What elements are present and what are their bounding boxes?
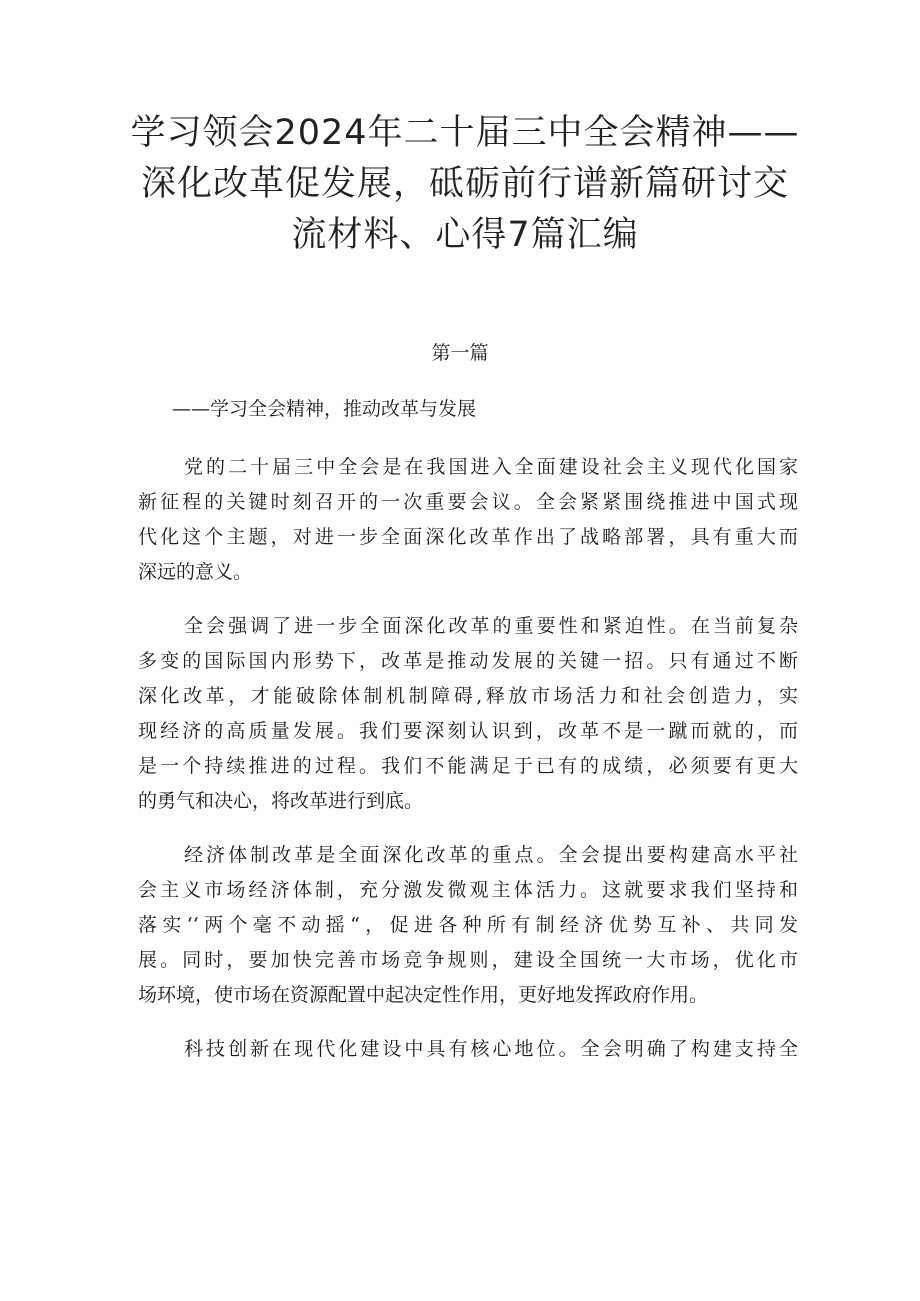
text-line: 深化改革，才能破除体制机制障碍,释放市场活力和社会创造力，实 [138, 685, 798, 707]
section-subtitle: ——学习全会精神，推动改革与发展 [172, 398, 477, 420]
text-line: 全会强调了进一步全面深化改革的重要性和紧迫性。在当前复杂 [184, 615, 798, 637]
document-title [120, 108, 810, 261]
text-line: 现经济的高质量发展。我们要深刻认识到，改革不是一蹴而就的，而 [138, 720, 798, 742]
text-line: 落实‘‘两个毫不动摇“，促进各种所有制经济优势互补、共同发 [138, 914, 798, 936]
text-line: 场环境，使市场在资源配置中起决定性作用，更好地发挥政府作用。 [138, 984, 709, 1006]
title-line: 流材料、心得7篇汇编 [291, 215, 639, 255]
paragraph [138, 1032, 798, 1067]
paragraph [138, 609, 798, 819]
text-line: 经济体制改革是全面深化改革的重点。全会提出要构建高水平社 [184, 844, 798, 866]
text-line: 科技创新在现代化建设中具有核心地位。全会明确了构建支持全 [184, 1038, 798, 1060]
title-line: 学习领会2024年二十届三中全会精神—— [130, 113, 800, 153]
text-line: 多变的国际国内形势下，改革是推动发展的关键一招。只有通过不断 [138, 650, 798, 672]
text-line: 会主义市场经济体制，充分激发微观主体活力。这就要求我们坚持和 [138, 879, 798, 901]
paragraph [138, 450, 798, 590]
text-line: 新征程的关键时刻召开的一次重要会议。全会紧紧围绕推进中国式现 [138, 491, 798, 513]
text-line: 是一个持续推进的过程。我们不能满足于已有的成绩，必须要有更大 [138, 755, 798, 777]
paragraph [138, 838, 798, 1013]
text-line: 展。同时，要加快完善市场竞争规则，建设全国统一大市场，优化市 [138, 949, 798, 971]
text-line: 的勇气和决心，将改革进行到底。 [138, 790, 424, 812]
text-line: 深远的意义。 [138, 561, 253, 583]
text-line: 代化这个主题，对进一步全面深化改革作出了战略部署，具有重大而 [138, 526, 798, 548]
document-body [138, 450, 798, 1086]
text-line: 党的二十届三中全会是在我国进入全面建设社会主义现代化国家 [184, 456, 798, 478]
section-heading: 第一篇 [431, 342, 489, 364]
title-line: 深化改革促发展，砥砺前行谱新篇研讨交 [140, 164, 789, 204]
